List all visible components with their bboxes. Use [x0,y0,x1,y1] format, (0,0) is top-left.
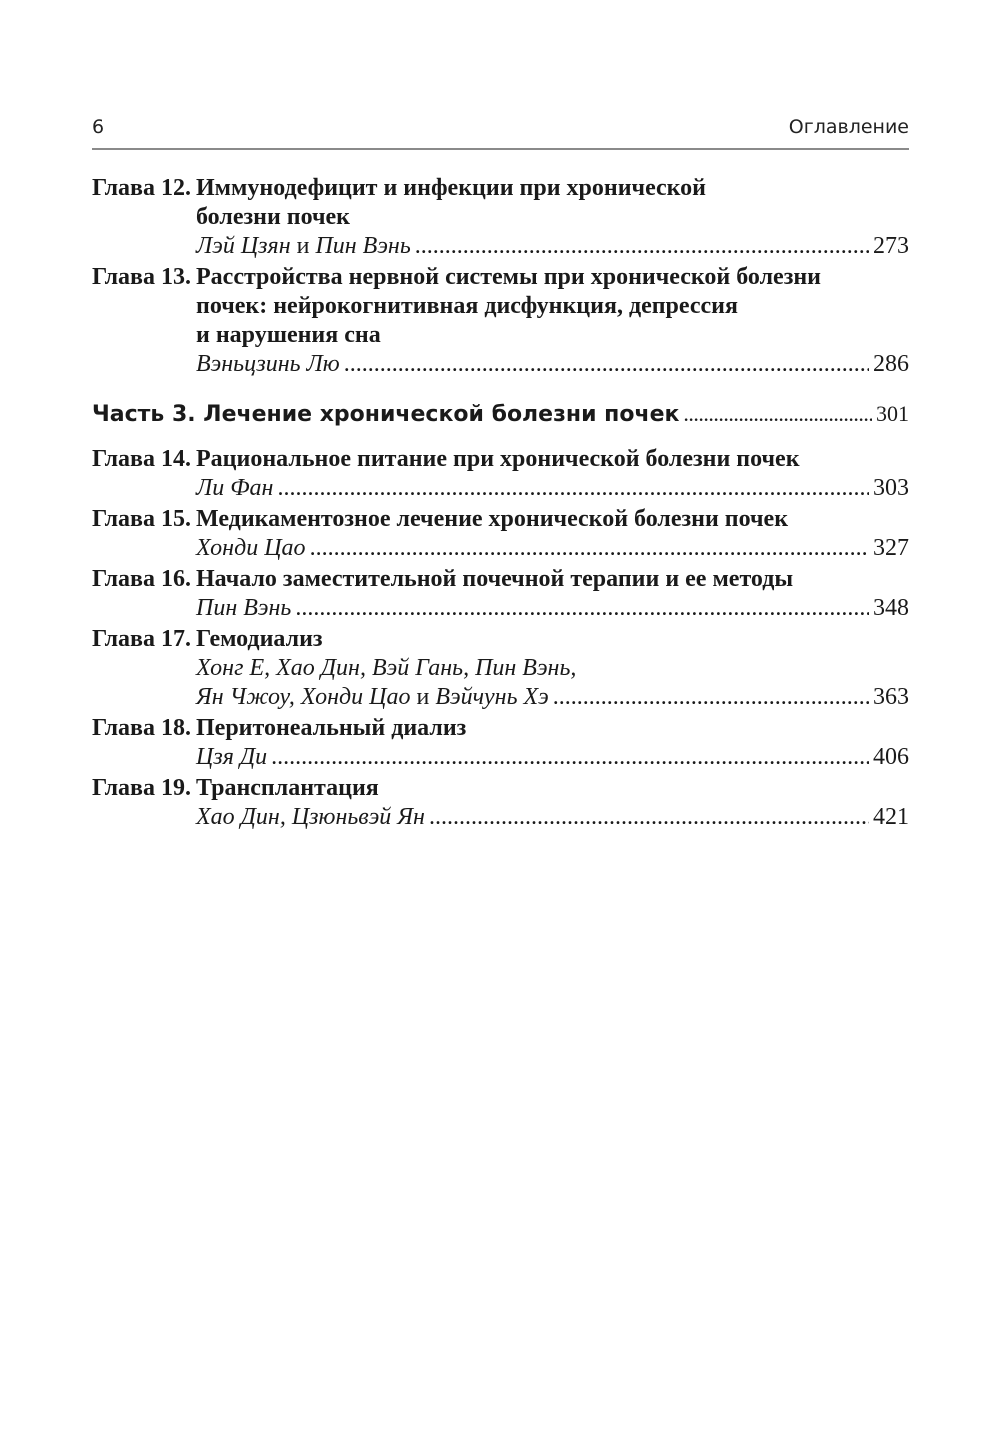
toc-entry-part-3[interactable] [92,401,909,427]
page-ref[interactable]: 327 [873,535,909,561]
chapter-author: Вэньцзинь Лю [196,351,340,377]
dot-leader [429,803,869,832]
chapter-title-line: почек: нейрокогнитивная дисфункция, депрессия [196,293,738,319]
chapter-author: Хонди Цао [196,535,306,561]
toc-entry-chapter-14[interactable] [92,445,909,503]
author-leader-line [196,474,909,503]
page-number: 6 [92,116,105,138]
chapter-title-line: Рациональное питание при хронической болезни почек [196,446,800,472]
chapter-title-line: и нарушения сна [196,322,381,348]
chapter-author: Пин Вэнь [196,595,292,621]
author-leader-line [196,534,909,563]
chapter-author: Пин Вэнь [315,233,411,259]
book-page [92,0,909,1455]
dot-leader [553,683,869,712]
chapter-author: Вэйчунь Хэ [435,684,549,710]
page-ref[interactable]: 363 [873,684,909,710]
author-leader-line [196,232,909,261]
chapter-title-line: болезни почек [196,204,351,230]
author-leader-line [196,803,909,832]
page-ref[interactable]: 421 [873,804,909,830]
dot-leader [271,743,869,772]
chapter-label: Глава 17. [92,626,191,652]
chapter-title-line: Трансплантация [196,775,379,801]
chapter-title-line: Начало заместительной почечной терапии и ее методы [196,566,794,592]
author-leader-line [196,683,909,712]
chapter-author: Ян Чжоу, Хонди Цао [196,684,411,710]
part-title: Часть 3. Лечение хронической болезни почек [92,402,680,427]
author-conjunction: и [416,684,430,710]
dot-leader [415,232,869,261]
chapter-title-line: Перитонеальный диализ [196,715,467,741]
chapter-authors-line: Хонг Е, Хао Дин, Вэй Гань, Пин Вэнь, [196,655,577,681]
dot-leader [683,401,872,427]
toc-entry-chapter-12[interactable] [92,174,909,261]
author-leader-line [196,594,909,623]
toc-entry-chapter-15[interactable] [92,505,909,563]
toc-entry-chapter-19[interactable] [92,774,909,832]
chapter-title-line: Гемодиализ [196,626,323,652]
section-title: Оглавление [788,116,909,138]
chapter-label: Глава 12. [92,175,191,201]
chapter-title-line: Иммунодефицит и инфекции при хронической [196,175,706,201]
chapter-title-line: Медикаментозное лечение хронической болезни почек [196,506,789,532]
chapter-label: Глава 18. [92,715,191,741]
page-ref[interactable]: 273 [873,233,909,259]
chapter-author: Цзя Ди [196,744,268,770]
chapter-label: Глава 14. [92,446,191,472]
page-ref[interactable]: 348 [873,595,909,621]
chapter-author: Хао Дин, Цзюньвэй Ян [196,804,425,830]
chapter-label: Глава 16. [92,566,191,592]
toc-entry-chapter-18[interactable] [92,714,909,772]
chapter-title-line: Расстройства нервной системы при хронической болезни [196,264,821,290]
dot-leader [277,474,869,503]
author-leader-line [196,350,909,379]
author-leader-line [196,743,909,772]
dot-leader [310,534,869,563]
page-ref[interactable]: 303 [873,475,909,501]
chapter-author: Ли Фан [196,475,274,501]
chapter-author: Лэй Цзян [196,233,291,259]
toc-entry-chapter-13[interactable] [92,263,909,379]
page-ref[interactable]: 406 [873,744,909,770]
dot-leader [344,350,869,379]
running-head [92,112,909,150]
chapter-label: Глава 15. [92,506,191,532]
toc-entry-chapter-16[interactable] [92,565,909,623]
chapter-label: Глава 13. [92,264,191,290]
author-conjunction: и [296,233,310,259]
dot-leader [295,594,869,623]
page-ref[interactable]: 286 [873,351,909,377]
toc-entry-chapter-17[interactable] [92,625,909,712]
page-ref[interactable]: 301 [876,401,909,426]
table-of-contents [92,174,909,832]
chapter-label: Глава 19. [92,775,191,801]
